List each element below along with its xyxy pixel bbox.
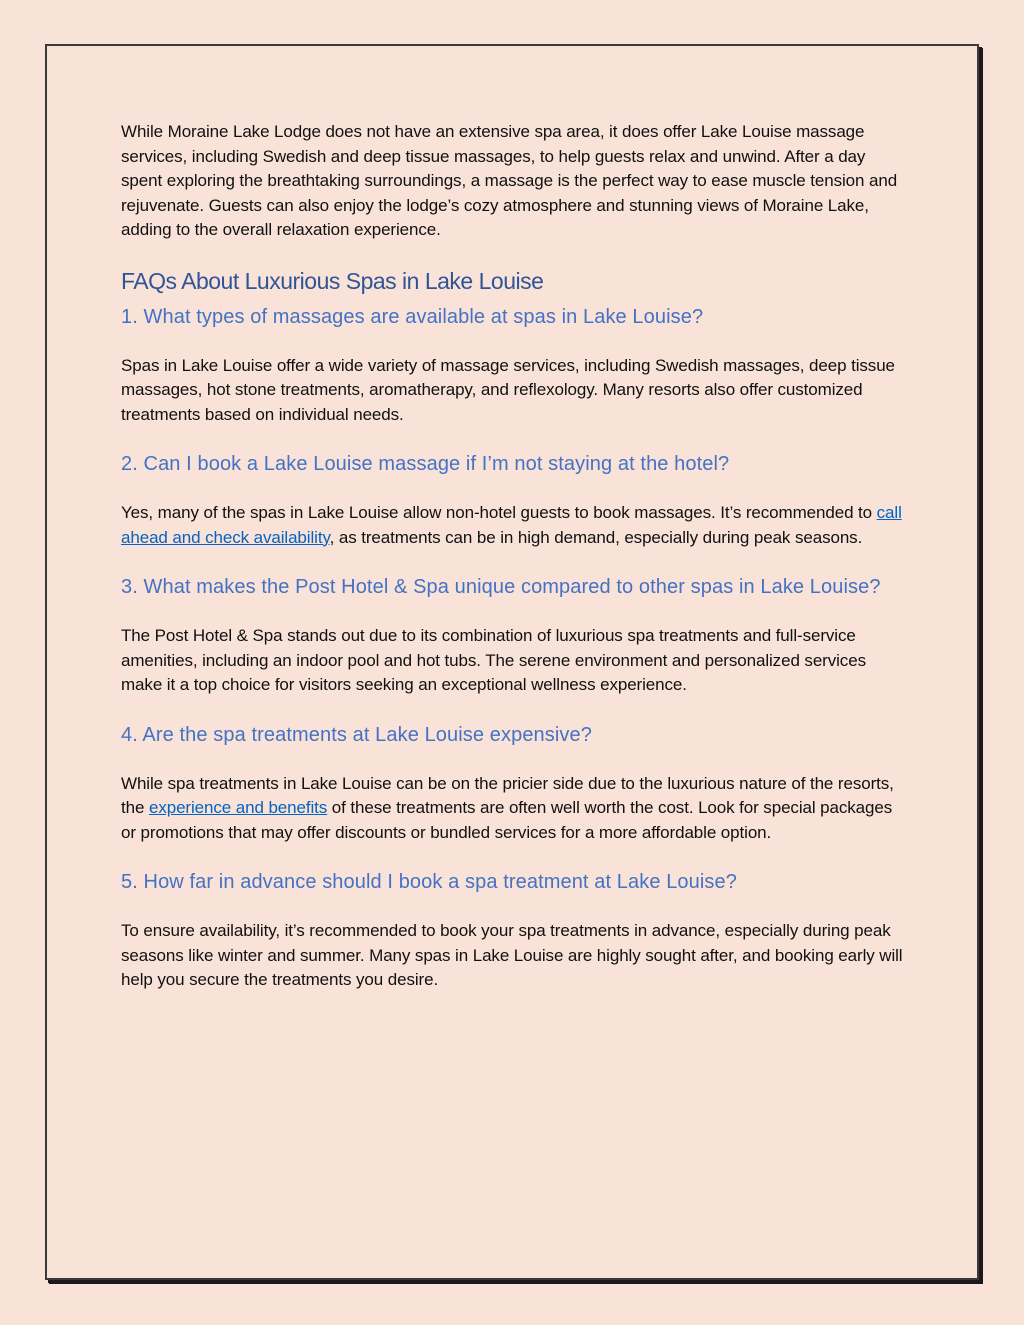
experience-benefits-link[interactable]: experience and benefits <box>148 798 328 817</box>
faq-answer-4-text-before: While spa treatments in Lake Louise can be on the pricier side due to the luxurious nature of the resorts, the <box>121 773 894 817</box>
call-ahead-link[interactable]: call ahead and check availability <box>121 503 902 547</box>
faq-item <box>121 867 911 993</box>
faq-question-3: 3. What makes the Post Hotel & Spa unique compared to other spas in Lake Louise? <box>121 576 881 598</box>
faq-item <box>121 449 911 550</box>
faq-answer-3: The Post Hotel & Spa stands out due to its combination of luxurious spa treatments and full-service amenities, including an indoor pool and hot tubs. The serene environment and personalized services make it a top choice for visitors seeking an exceptional wellness experience. <box>121 626 866 694</box>
faq-item <box>121 302 911 428</box>
faq-answer-2 <box>121 501 911 550</box>
faq-section-heading: FAQs About Luxurious Spas in Lake Louise <box>121 267 544 294</box>
faq-question-1: 1. What types of massages are available at spas in Lake Louise? <box>121 305 704 328</box>
faq-answer-4-text-after: of these treatments are often well worth the cost. Look for special packages or promotions that may offer discounts or bundled services for a more affordable option. <box>121 798 893 842</box>
faq-question-2: 2. Can I book a Lake Louise massage if I’m not staying at the hotel? <box>121 453 730 475</box>
faq-question-5: 5. How far in advance should I book a spa treatment at Lake Louise? <box>121 871 737 893</box>
faq-question-4: 4. Are the spa treatments at Lake Louise expensive? <box>121 723 592 746</box>
faq-answer-1: Spas in Lake Louise offer a wide variety of massage services, including Swedish massages, deep tissue massages, hot stone treatments, aromatherapy, and reflexology. Many resorts also offer customized treatments based on individual needs. <box>121 355 895 424</box>
faq-answer-2-text-after: , as treatments can be in high demand, especially during peak seasons. <box>329 527 863 547</box>
intro-paragraph: While Moraine Lake Lodge does not have an extensive spa area, it does offer Lake Louise massage services, including Swedish and deep tissue massages, to help guests relax and unwind. After a day spent exploring the breathtaking surroundings, a massage is the perfect way to ease muscle tension and rejuvenate. Guests can also enjoy the lodge’s cozy atmosphere and stunning views of Moraine Lake, adding to the overall relaxation experience. <box>121 122 898 239</box>
faq-answer-2-text-before: Yes, many of the spas in Lake Louise allow non-hotel guests to book massages. It’s recommended to <box>121 503 877 522</box>
faq-answer-4 <box>121 772 911 846</box>
faq-item <box>121 572 911 698</box>
faq-answer-5: To ensure availability, it’s recommended to book your spa treatments in advance, especially during peak seasons like winter and summer. Many spas in Lake Louise are highly sought after, and booking early will help you secure the treatments you desire. <box>121 921 903 989</box>
document-content <box>121 120 911 993</box>
faq-item <box>121 720 911 846</box>
